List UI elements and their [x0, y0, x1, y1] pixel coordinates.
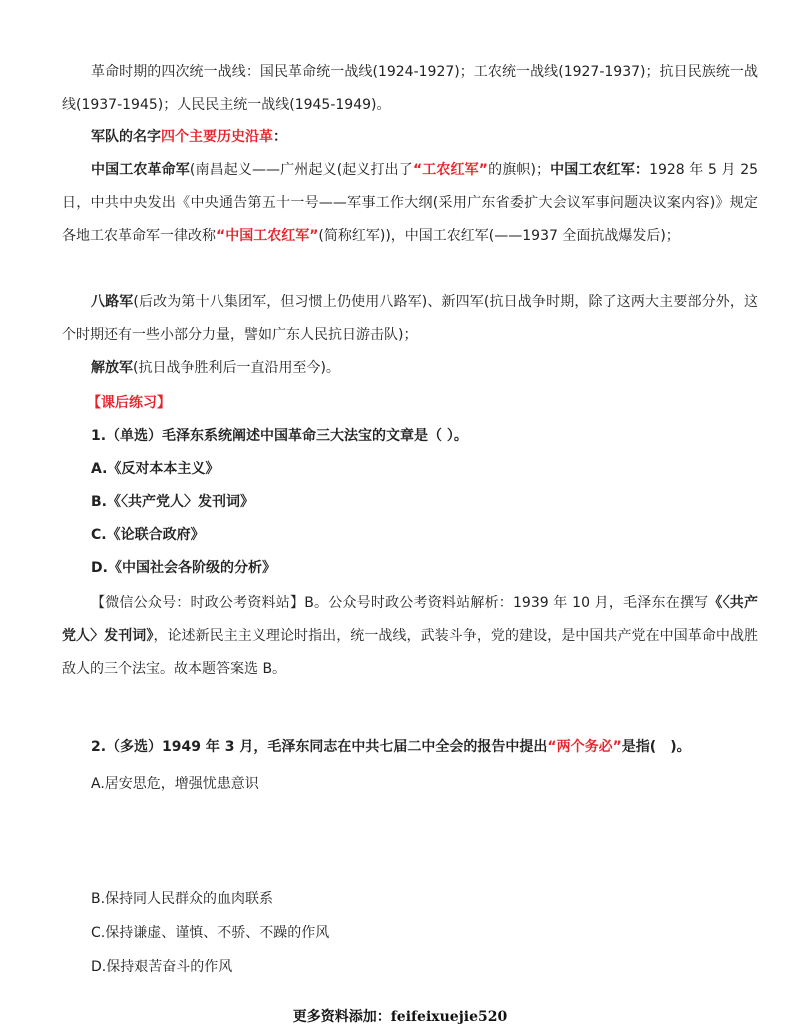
- question-2-option-a: A.居安思危，增强忧患意识: [91, 776, 259, 792]
- pla-term: 解放军: [91, 360, 133, 376]
- question-2-option-c: C.保持谦虚、谨慎、不骄、不躁的作风: [91, 925, 330, 941]
- question-1-option-d: D.《中国社会各阶级的分析》: [91, 560, 276, 576]
- question-1-stem: 1.（单选）毛泽东系统阐述中国革命三大法宝的文章是（ ）。: [91, 428, 468, 444]
- question-2-option-b: B.保持同人民群众的血肉联系: [91, 891, 274, 907]
- united-front-paragraph: [62, 56, 758, 122]
- question-1-option-b: B.《〈共产党人〉发刊词》: [91, 494, 254, 510]
- red-army-text-3: 1928 年 5 月 25 日，中共中央发出《中央通告第五十一号——军事工作大纲(采用广东省委扩大会议军事问题决议案内容)》规定各地工农革命军一律改称: [62, 162, 759, 244]
- eighth-route-army-paragraph: [62, 286, 758, 352]
- question-2-stem-text-1: 2.（多选）1949 年 3 月，毛泽东同志在中共七届二中全会的报告中提出: [91, 739, 548, 755]
- question-1-option-c: C.《论联合政府》: [91, 527, 205, 543]
- red-army-term-2: 中国工农红军：: [550, 162, 650, 178]
- red-army-highlight-2: “中国工农红军”: [216, 228, 319, 244]
- army-heading-highlight: 四个主要历史沿革: [161, 129, 273, 145]
- eighth-route-army-text: (后改为第十八集团军，但习惯上仍使用八路军)、新四军(抗日战争时期，除了这两大主要部分外，这个时期还有一些小部分力量，譬如广东人民抗日游击队)；: [62, 294, 759, 343]
- red-army-text-2: 的旗帜)；: [488, 162, 551, 178]
- pla-paragraph: [62, 352, 758, 385]
- question-2-option-d: D.保持艰苦奋斗的作风: [91, 959, 233, 975]
- question-1-answer-text-2: ，论述新民主主义理论时指出，统一战线，武装斗争，党的建设，是中国共产党在中国革命中战胜敌人的三个法宝。故本题答案选 B。: [62, 628, 759, 677]
- united-front-text: 革命时期的四次统一战线：国民革命统一战线(1924-1927)；工农统一战线(1927-1937)；抗日民族统一战线(1937-1945)；人民民主统一战线(1945-1949)。: [62, 64, 758, 113]
- red-army-text-1: (南昌起义——广州起义(起义打出了: [189, 162, 413, 178]
- eighth-route-army-term: 八路军: [91, 294, 134, 310]
- question-2-stem-highlight: “两个务必”: [547, 739, 622, 755]
- exercise-heading: 【课后练习】: [87, 395, 171, 411]
- army-heading-prefix: 军队的名字: [91, 129, 161, 145]
- army-names-heading: [62, 121, 758, 154]
- army-heading-suffix: ：: [273, 129, 287, 145]
- red-army-term-1: 中国工农革命军: [91, 162, 190, 178]
- red-army-paragraph: [62, 154, 758, 253]
- red-army-text-4: (简称红军))，中国工农红军(——1937 全面抗战爆发后)；: [318, 228, 680, 244]
- footer-note: 更多资料添加：feifeixuejie520: [292, 1009, 508, 1025]
- question-1-answer: [62, 587, 758, 686]
- question-2-stem: [91, 731, 691, 764]
- red-army-highlight-1: “工农红军”: [412, 162, 489, 178]
- pla-text: (抗日战争胜利后一直沿用至今)。: [133, 360, 340, 376]
- question-1-option-a: A.《反对本本主义》: [91, 461, 220, 477]
- question-1-answer-title: 《〈共产党人〉发刊词》: [62, 595, 758, 644]
- question-1-answer-text-1: 【微信公众号：时政公考资料站】B。公众号时政公考资料站解析：1939 年 10 月，毛泽东在撰写: [91, 595, 709, 611]
- question-2-stem-text-2: 是指( )。: [621, 739, 691, 755]
